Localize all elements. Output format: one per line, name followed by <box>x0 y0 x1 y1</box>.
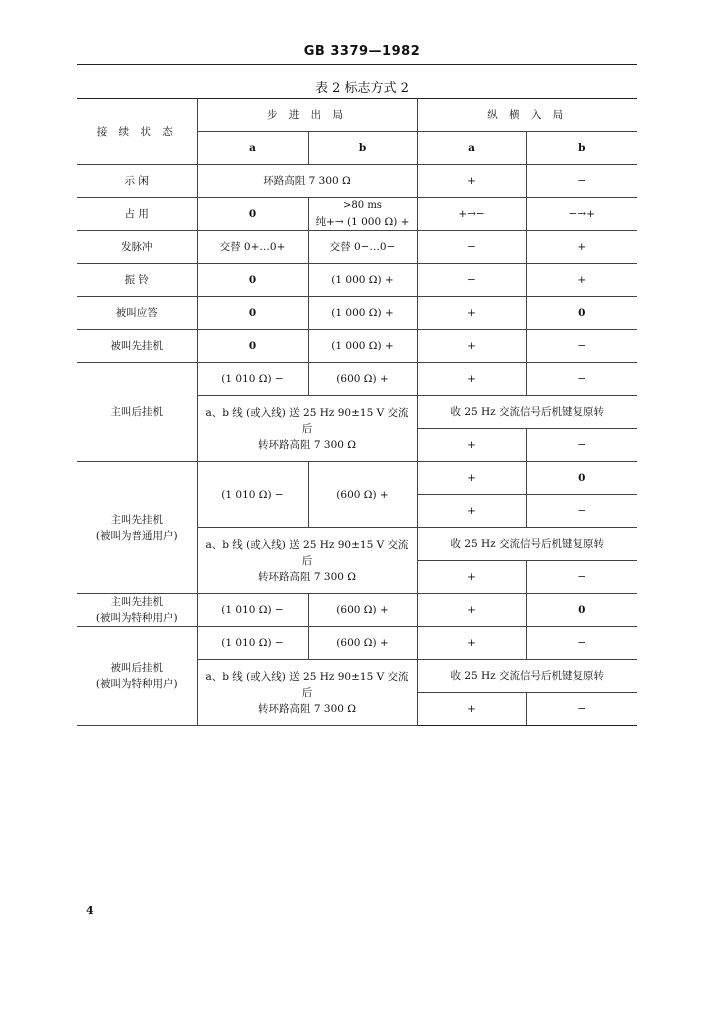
cell-out-b: (1 000 Ω) + <box>308 330 417 363</box>
table-row <box>77 264 637 297</box>
table-row <box>77 297 637 330</box>
cell-out-b: (1 000 Ω) + <box>308 297 417 330</box>
cell-out-a: (1 010 Ω) − <box>197 462 308 528</box>
cell-out-b-line2: 纯+→ (1 000 Ω) + <box>315 216 410 228</box>
cell-out-a: (1 010 Ω) − <box>197 627 308 660</box>
cell-out-b: (600 Ω) + <box>308 462 417 528</box>
table-row <box>77 165 637 198</box>
cell-in-a: − <box>417 231 526 264</box>
cell-out-b: (600 Ω) + <box>308 363 417 396</box>
cell-in-b: − <box>526 495 637 528</box>
cell-out-a: 0 <box>197 264 308 297</box>
cell-in-a: + <box>417 429 526 462</box>
cell-out-a: 交替 0+…0+ <box>197 231 308 264</box>
cell-in-b: − <box>526 627 637 660</box>
cell-in-a: − <box>417 264 526 297</box>
table-row <box>77 330 637 363</box>
row-label-line2: (被叫为特种用户) <box>95 678 178 690</box>
cell-in-a: + <box>417 165 526 198</box>
signaling-table <box>77 98 637 726</box>
note-line2: 转环路高阻 7 300 Ω <box>258 438 356 451</box>
cell-in-b: −→+ <box>526 198 637 231</box>
row-label-line1: 主叫先挂机 <box>110 513 163 526</box>
cell-in-note: 收 25 Hz 交流信号后机键复原转 <box>417 660 637 693</box>
cell-out-a: 0 <box>197 330 308 363</box>
cell-out-a: (1 010 Ω) − <box>197 594 308 627</box>
header-rule <box>77 64 637 65</box>
row-label-line1: 主叫先挂机 <box>110 596 163 608</box>
cell-in-a: + <box>417 627 526 660</box>
row-label: 发脉冲 <box>77 231 197 264</box>
header-in-b: b <box>526 132 637 165</box>
cell-in-a: + <box>417 693 526 726</box>
cell-in-a: + <box>417 462 526 495</box>
cell-in-b: 0 <box>526 462 637 495</box>
cell-in-b: 0 <box>526 594 637 627</box>
cell-in-b: − <box>526 165 637 198</box>
row-label <box>77 594 197 627</box>
table-row <box>77 594 637 627</box>
cell-out-note <box>197 660 417 726</box>
table-row <box>77 363 637 396</box>
cell-in-note: 收 25 Hz 交流信号后机键复原转 <box>417 528 637 561</box>
note-line1: a、b 线 (或入线) 送 25 Hz 90±15 V 交流后 <box>205 406 409 435</box>
cell-in-a: + <box>417 561 526 594</box>
cell-in-a: + <box>417 330 526 363</box>
cell-in-b: − <box>526 330 637 363</box>
cell-out-b: (1 000 Ω) + <box>308 264 417 297</box>
cell-in-b: − <box>526 363 637 396</box>
cell-out-b-line1: >80 ms <box>343 200 382 211</box>
row-label: 被叫先挂机 <box>77 330 197 363</box>
document-header: GB 3379—1982 <box>303 44 421 59</box>
row-label <box>77 627 197 726</box>
row-label-line2: (被叫为普通用户) <box>95 529 178 542</box>
table-row <box>77 627 637 660</box>
note-line1: a、b 线 (或入线) 送 25 Hz 90±15 V 交流后 <box>205 538 409 567</box>
note-line2: 转环路高阻 7 300 Ω <box>258 570 356 583</box>
header-out-a: a <box>197 132 308 165</box>
row-label: 主叫后挂机 <box>77 363 197 462</box>
cell-in-b: + <box>526 264 637 297</box>
cell-in-a: + <box>417 363 526 396</box>
header-outgoing: 步 进 出 局 <box>197 99 417 132</box>
cell-in-a: + <box>417 594 526 627</box>
row-label: 占 用 <box>77 198 197 231</box>
cell-out-b: (600 Ω) + <box>308 627 417 660</box>
cell-out-b: 交替 0−…0− <box>308 231 417 264</box>
cell-in-b: − <box>526 693 637 726</box>
cell-in-a: + <box>417 297 526 330</box>
cell-in-b: + <box>526 231 637 264</box>
cell-in-b: 0 <box>526 297 637 330</box>
row-label: 振 铃 <box>77 264 197 297</box>
cell-out-note <box>197 528 417 594</box>
note-line1: a、b 线 (或入线) 送 25 Hz 90±15 V 交流后 <box>205 670 409 699</box>
cell-out-a: 0 <box>197 198 308 231</box>
cell-out-ab: 环路高阻 7 300 Ω <box>197 165 417 198</box>
cell-out-a: (1 010 Ω) − <box>197 363 308 396</box>
cell-in-b: − <box>526 429 637 462</box>
table-header-row <box>77 99 637 132</box>
table-title: 表 2 标志方式 2 <box>315 81 409 96</box>
row-label <box>77 462 197 594</box>
cell-out-a: 0 <box>197 297 308 330</box>
header-out-b: b <box>308 132 417 165</box>
note-line2: 转环路高阻 7 300 Ω <box>258 702 356 715</box>
header-incoming: 纵 横 入 局 <box>417 99 637 132</box>
table-row <box>77 198 637 231</box>
cell-in-b: − <box>526 561 637 594</box>
row-label: 被叫应答 <box>77 297 197 330</box>
row-label-line2: (被叫为特种用户) <box>95 612 178 624</box>
cell-out-b <box>308 198 417 231</box>
table-row <box>77 462 637 495</box>
page-number: 4 <box>86 904 94 917</box>
table-row <box>77 231 637 264</box>
cell-out-note <box>197 396 417 462</box>
cell-out-b: (600 Ω) + <box>308 594 417 627</box>
header-state: 接 续 状 态 <box>77 99 197 165</box>
cell-in-a: +→− <box>417 198 526 231</box>
header-in-a: a <box>417 132 526 165</box>
row-label: 示 闲 <box>77 165 197 198</box>
cell-in-a: + <box>417 495 526 528</box>
row-label-line1: 被叫后挂机 <box>110 662 163 674</box>
cell-in-note: 收 25 Hz 交流信号后机键复原转 <box>417 396 637 429</box>
